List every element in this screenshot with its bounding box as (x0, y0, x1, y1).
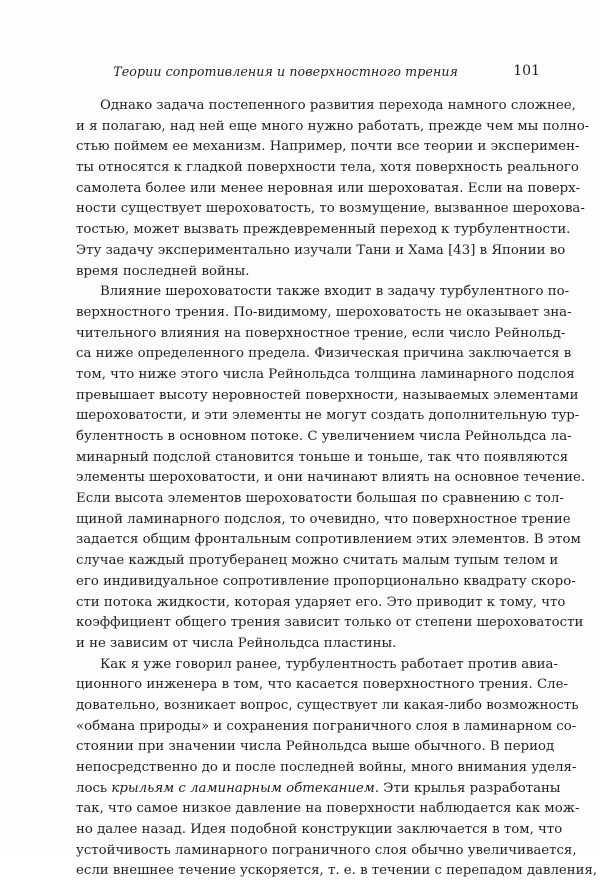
page-number: 101 (513, 63, 540, 79)
text-line: чительного влияния на поверхностное трение, если число Рейнольд- (76, 325, 566, 341)
text-line: превышает высоту неровностей поверхности, называемых элементами (76, 387, 579, 403)
text-line: са ниже определенного предела. Физическая причина заключается в (76, 346, 572, 362)
text-line: минарный подслой становится тоньше и тоньше, так что появляются (76, 449, 569, 465)
text-line: ты относятся к гладкой поверхности тела, хотя поверхность реального (76, 160, 579, 176)
text-segment: . Эти крылья разработаны (374, 780, 561, 796)
text-line: Эту задачу экспериментально изучали Тани и Хама [43] в Японии во (76, 242, 566, 258)
text-segment: лось (76, 780, 112, 796)
text-line: шероховатости, и эти элементы не могут создать дополнительную тур- (76, 408, 580, 424)
text-line: так, что самое низкое давление на поверхности наблюдается как мож- (76, 801, 580, 817)
text-line: время последней войны. (76, 263, 250, 279)
text-line: если внешнее течение ускоряется, т. е. в течении с перепадом давления, (76, 863, 598, 879)
text-line: том, что ниже этого числа Рейнольдса толщина ламинарного подслоя (76, 366, 575, 382)
text-line: стоянии при значении числа Рейнольдса выше обычного. В период (76, 739, 555, 755)
text-line: булентность в основном потоке. С увеличением числа Рейнольдса ла- (76, 429, 572, 444)
text-line: ности существует шероховатость, то возмущение, вызванное шерохова- (76, 201, 585, 217)
text-line: ционного инженера в том, что касается поверхностного трения. Сле- (76, 677, 568, 693)
running-title: Теории сопротивления и поверхностного трения (113, 64, 458, 79)
text-line: случае каждый протуберанец можно считать малым тупым телом и (76, 553, 559, 569)
text-line: верхностного трения. По-видимому, шероховатость не оказывает зна- (76, 304, 572, 320)
text-line: задается общим фронтальным сопротивлением этих элементов. В этом (76, 532, 581, 548)
text-line: тостью, может вызвать преждевременный переход к турбулентности. (76, 222, 571, 238)
text-line: непосредственно до и после последней войны, много внимания уделя- (76, 760, 577, 775)
body-text (76, 96, 598, 882)
text-line: Влияние шероховатости также входит в задачу турбулентного по- (100, 284, 570, 300)
text-line: щиной ламинарного подслоя, то очевидно, что поверхностное трение (76, 511, 571, 527)
text-line: сти потока жидкости, которая ударяет его. Это приводит к тому, что (76, 594, 566, 610)
text-line-with-emphasis (76, 779, 561, 800)
text-line: Если высота элементов шероховатости большая по сравнению с тол- (76, 491, 564, 507)
running-head (76, 62, 540, 82)
text-line: его индивидуальное сопротивление пропорционально квадрату скоро- (76, 573, 576, 589)
text-line: элементы шероховатости, и они начинают влиять на основное течение. (76, 470, 586, 486)
text-line: Как я уже говорил ранее, турбулентность работает против авиа- (100, 656, 558, 672)
text-line: коэффициент общего трения зависит только от степени шероховатости (76, 615, 584, 631)
text-line: но далее назад. Идея подобной конструкции заключается в том, что (76, 822, 563, 838)
text-line: довательно, возникает вопрос, существует ли какая-либо возможность (76, 697, 579, 713)
text-line: устойчивость ламинарного пограничного слоя обычно увеличивается, (76, 842, 577, 858)
text-line: «обмана природы» и сохранения пограничного слоя в ламинарном со- (76, 718, 577, 734)
text-line: и я полагаю, над ней еще много нужно работать, прежде чем мы полно- (76, 118, 590, 134)
emphasized-term: крыльям с ламинарным обтеканием (111, 780, 375, 796)
text-line: Однако задача постепенного развития перехода намного сложнее, (100, 98, 576, 113)
text-line: самолета более или менее неровная или шероховатая. Если на поверх- (76, 180, 581, 196)
text-line: и не зависим от числа Рейнольдса пластины. (76, 635, 397, 651)
text-line: стью поймем ее механизм. Например, почти все теории и эксперимен- (76, 139, 580, 155)
